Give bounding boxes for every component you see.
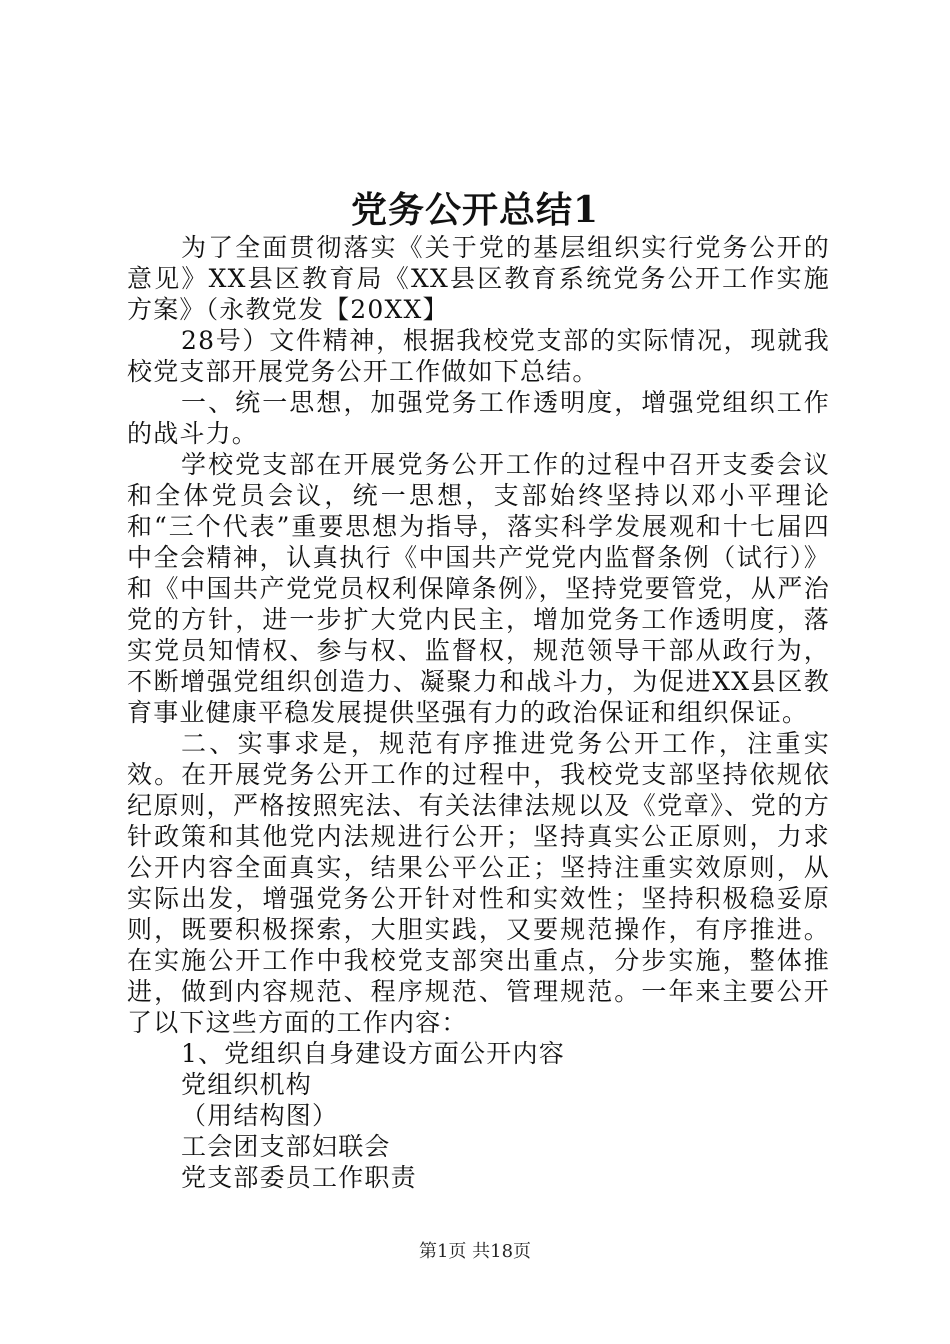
list-line: 1、党组织自身建设方面公开内容 (181, 1039, 565, 1068)
paragraph-section-2: 二、实事求是，规范有序推进党务公开工作，注重实效。在开展党务公开工作的过程中，我校党支部坚持依规依纪原则，严格按照宪法、有关法律法规以及《党章》、党的方针政策和其他党内法规进行公开；坚持真实公正原则，力求公开内容全面真实，结果公平公正；坚持注重实效原则，从实际出发，增强党务公开针对性和实效性；坚持积极稳妥原则，既要积极探索，大胆实践，又要规范操作，有序推进。在实施公开工作中我校党支部突出重点，分步实施，整体推进，做到内容规范、程序规范、管理规范。一年来主要公开了以下这些方面的工作内容： (127, 729, 830, 1037)
list-line: （用结构图） (181, 1101, 339, 1130)
document-title: 党务公开总结1 (350, 189, 600, 231)
list-line: 工会团支部妇联会 (181, 1132, 391, 1161)
list-line: 党支部委员工作职责 (181, 1163, 417, 1192)
paragraph-section-1: 学校党支部在开展党务公开工作的过程中召开支委会议和全体党员会议，统一思想，支部始终坚持以邓小平理论和“三个代表”重要思想为指导，落实科学发展观和十七届四中全会精神，认真执行《中国共产党党内监督条例（试行）》和《中国共产党党员权利保障条例》，坚持党要管党，从严治党的方针，进一步扩大党内民主，增加党务工作透明度，落实党员知情权、参与权、监督权，规范领导干部从政行为，不断增强党组织创造力、凝聚力和战斗力，为促进XX县区教育事业健康平稳发展提供坚强有力的政治保证和组织保证。 (127, 450, 830, 727)
document-body (127, 232, 830, 1193)
page-footer: 第1页 共18页 (418, 1241, 532, 1262)
section-heading-1: 一、统一思想，加强党务工作透明度，增强党组织工作的战斗力。 (127, 388, 830, 448)
paragraph-intro-continued: 28号）文件精神，根据我校党支部的实际情况，现就我校党支部开展党务公开工作做如下总结。 (127, 326, 830, 386)
paragraph-intro: 为了全面贯彻落实《关于党的基层组织实行党务公开的意见》XX县区教育局《XX县区教育系统党务公开工作实施方案》（永教党发【20XX】 (127, 233, 830, 324)
list-line: 党组织机构 (181, 1070, 313, 1099)
